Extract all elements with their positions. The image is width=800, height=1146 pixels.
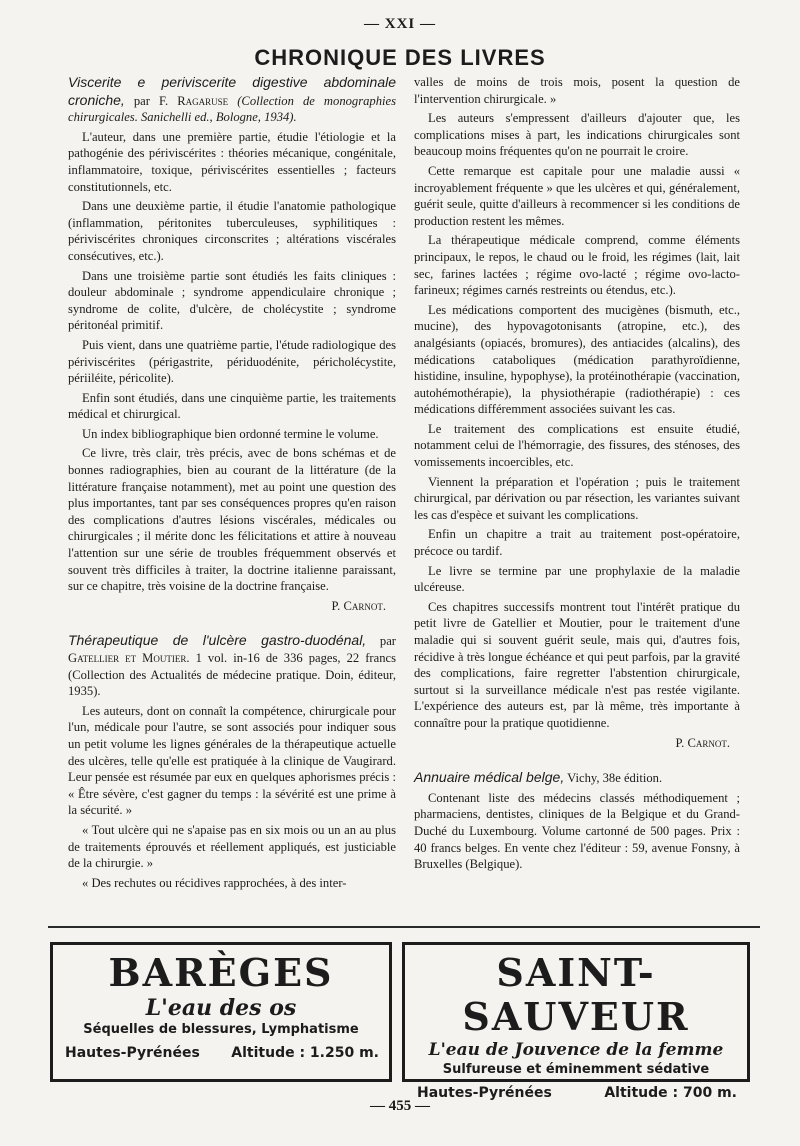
review-paragraph: « Des rechutes ou récidives rapprochées, à des inter- [82,875,347,890]
book-publication: Vichy, 38e édition. [564,771,663,786]
right-column [414,74,740,876]
ad-altitude: Altitude : 700 m. [604,1085,737,1101]
ad-spa-name: BARÈGES [108,950,334,995]
book-publication: (Collection de monographies chirurgicales. Sanichelli ed., Bologne, 1934). [68,93,396,125]
review-paragraph: La thérapeutique médicale comprend, comme éléments principaux, le repos, le chaud ou le froid, les régimes (lait, lait sec, farines lactées ; régime ovo-lacté ; régime ovo-lacto-farineux; régimes carnés restreints ou étendus, etc.). [414,233,740,298]
review-paragraph: Contenant liste des médecins classés méthodiquement ; pharmaciens, dentistes, cliniques de la Belgique et du Grand-Duché du Luxembourg. Volume cartonné de 500 pages. Prix : 40 francs belges. En vente chez l'éditeur : 59, avenue Fonsny, à Bruxelles (Belgique). [414,790,740,872]
book-title: Viscerite e periviscerite digestive abdominale croniche, [68,74,396,108]
ad-altitude: Altitude : 1.250 m. [231,1045,379,1061]
left-column [68,74,396,894]
review-paragraph: Le livre se termine par une prophylaxie de la maladie ulcéreuse. [414,563,740,595]
book-entry-3-heading [414,769,740,787]
review-paragraph: Enfin un chapitre a trait au traitement post-opératoire, précoce ou tardif. [414,527,740,559]
by-word: par [124,93,160,108]
ad-features: Séquelles de blessures, Lymphatisme [83,1022,359,1037]
book-publication: 1 vol. in-16 de 336 pages, 22 francs (Collection des Actualités de médecine pratique. Doin, éditeur, 1935). [68,651,396,699]
book-title: Annuaire médical belge, [414,769,565,786]
section-title: CHRONIQUE DES LIVRES [254,45,546,70]
review-paragraph: valles de moins de trois mois, posent la question de l'intervention chirurgicale. » [414,75,740,106]
bottom-page-number: — 455 — [370,1098,430,1114]
ad-bottom-row [53,1039,389,1061]
review-paragraph: Dans une deuxième partie, il étudie l'anatomie pathologique (inflammation, péritonites tuberculeuses, syphilitiques : périviscérites chroniques circonscrites ; altérations viscérales consécutives, etc.). [68,199,396,263]
review-paragraph: Le traitement des complications est ensuite étudié, notamment celui de l'hémorragie, des fissures, des sténoses, des vomissements incoercibles, etc. [414,421,740,470]
review-paragraph: Ces chapitres successifs montrent tout l'intérêt pratique du petit livre de Gatellier et Moutier, pour le traitement d'une maladie qui si souvent guérit seule, mais qui, d'autres fois, récidive à très longue échéance et qui peut parfois, par la gravité des complications, faire regretter l'abstention chirurgicale, surtout si la surveillance médicale n'est pas restée vigilante. L'expérience des auteurs est, par là même, très importante à connaître pour la pratique quotidienne. [414,599,740,730]
review-paragraph: Les auteurs, dont on connaît la compétence, chirurgicale pour l'un, médicale pour l'autre, se sont associés pour indiquer sous un petit volume les lignes générales de la thérapeutique actuelle des ulcères, telle qu'elle est pratiquée à la clinique de Vaugirard. Leur pensée est résumée par eux en quelques aphorismes précis : « Être sévère, c'est gagner du temps : la sévérité est une prime à la sécurité. » [68,703,396,818]
review-paragraph: Les auteurs s'empressent d'ailleurs d'ajouter que, les complications mises à part, les indications chirurgicales sont beaucoup moins fréquentes qu'on ne pourrait le croire. [414,111,740,159]
review-paragraph: Un index bibliographique bien ordonné termine le volume. [82,426,379,441]
book-entry-1-heading [68,74,396,126]
review-paragraph: Enfin sont étudiés, dans une cinquième partie, les traitements médical et chirurgical. [68,390,396,422]
book-author: F. Ragaruse [159,93,229,108]
review-paragraph: Ce livre, très clair, très précis, avec de bons schémas et de bonnes radiographies, bien au courant de la littérature (de la littérature française notamment), met au point une question des plus importantes, tant par ses conséquences propres qu'en raison des complications d'autres lésions viscérales, médicales ou chirurgicales ; il mérite donc les félicitations et attire à nouveau l'attention sur une série de troubles fréquemment observés et souvent très difficiles à traiter, la doctrine italienne paraissant, sur ce chapitre, très voisine de la doctrine française. [68,446,396,594]
review-paragraph: L'auteur, dans une première partie, étudie l'étiologie et la pathogénie des périviscérites : théories mécanique, congénitale, inflammatoire, toxique, périviscérites essentielles ; facteurs constitutionnels, etc. [68,129,396,194]
ad-location: Hautes-Pyrénées [417,1085,552,1101]
review-paragraph: Dans une troisième partie sont étudiés les faits cliniques : douleur abdominale ; syndrome appendiculaire chronique ; syndrome de colite, d'ulcère, de cholécystite ; syndrome péritonéal primitif. [68,268,396,333]
ad-location: Hautes-Pyrénées [65,1045,200,1061]
book-title: Thérapeutique de l'ulcère gastro-duodénal, [68,632,367,649]
reviewer-signature: P. Carnot. [331,598,386,613]
reviewer-signature: P. Carnot. [675,735,730,750]
ad-slogan: L'eau des os [145,995,297,1021]
by-word: par [366,634,396,649]
review-paragraph: « Tout ulcère qui ne s'apaise pas en six mois ou un an au plus de traitements éprouvés et réellement appliqués, est justiciable de la chirurgie. » [68,822,396,871]
review-paragraph: Viennent la préparation et l'opération ; puis le traitement chirurgical, par dérivation ou par résection, les variantes suivant les cas d'espèce et suivant les complications. [414,474,740,522]
ad-slogan: L'eau de Jouvence de la femme [428,1040,724,1060]
book-author: Gatellier et Moutier. [68,651,190,665]
review-paragraph: Les médications comportent des mucigènes (bismuth, etc., mucine), des hypovagotonisants (atropine, etc.), des analgésiants (opiacés, bromures), des antiacides (alcalins), des médications cataboliques (médication parathyroïdienne, histidine, insuline, hypophyse), la protéinothérapie (vaccination, autohémothérapie), la physiothérapie (radiothérapie) : ces médications différemment associées suivant les cas. [414,302,740,417]
ad-divider-rule [48,926,760,928]
saint-sauveur-advertisement [402,942,750,1101]
top-page-number: — XXI — [363,16,436,32]
review-paragraph: Puis vient, dans une quatrième partie, l'étude radiologique des périviscérites (périgastrite, périduodénite, péricholécystite, périiléite, péricolite). [68,337,396,386]
book-entry-2-heading [68,632,396,699]
ad-features: Sulfureuse et éminemment sédative [442,1062,710,1077]
review-paragraph: Cette remarque est capitale pour une maladie aussi « incroyablement fréquente » que les ulcères et qui, généralement, guérit seule, quitte d'ailleurs à recommencer si les conditions de production restent les mêmes. [414,163,740,228]
bareges-advertisement [50,942,392,1082]
ad-spa-name: SAINT-SAUVEUR [462,950,690,1039]
